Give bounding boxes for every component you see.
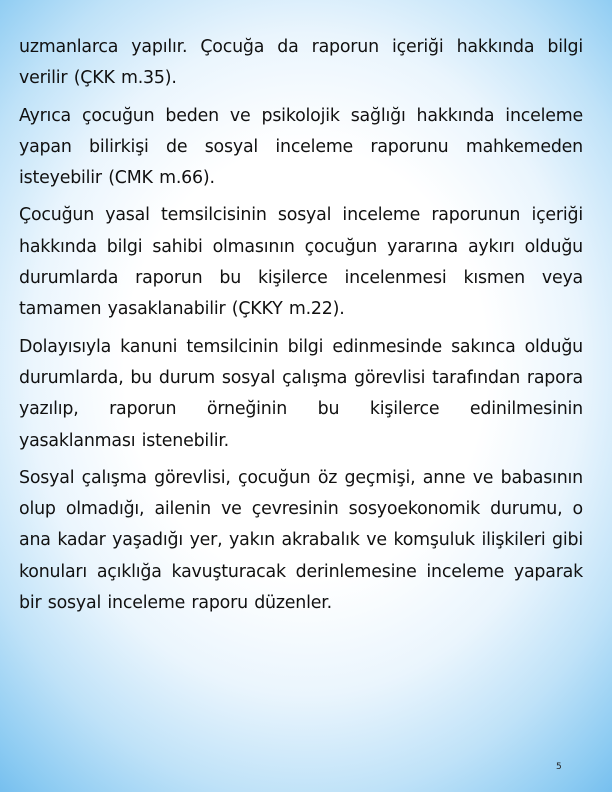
paragraph-report-info: uzmanlarca yapılır. Çocuğa da raporun içeriği hakkında bilgi verilir (ÇKK m.35). bbox=[19, 37, 583, 89]
paragraph-social-worker-report: Sosyal çalışma görevlisi, çocuğun öz geçmişi, anne ve babasının olup olmadığı, ailenin ve çevresinin sosyoekonomik durumu, o ana kadar yaşadığı yer, yakın akrabalık ve komşuluk ilişkileri gibi konuları açıklığa kavuşturacak derinlemesine inceleme yaparak bir sosyal inceleme raporu düzenler. bbox=[19, 467, 583, 614]
page-number: 5 bbox=[556, 762, 562, 772]
paragraph-expert-request: Ayrıca çocuğun beden ve psikolojik sağlığı hakkında inceleme yapan bilirkişi de sosyal inceleme raporunu mahkemeden isteyebilir (CMK m.66). bbox=[19, 105, 583, 189]
paragraph-guardian-restriction: Çocuğun yasal temsilcisinin sosyal inceleme raporunun içeriği hakkında bilgi sahibi olmasının çocuğun yararına aykırı olduğu durumlarda raporun bu kişilerce incelenmesi kısmen veya tamamen yasaklanabilir (ÇKKY m.22). bbox=[19, 205, 583, 320]
document-body bbox=[19, 32, 583, 772]
paragraph-consequence: Dolayısıyla kanuni temsilcinin bilgi edinmesinde sakınca olduğu durumlarda, bu durum sosyal çalışma görevlisi tarafından rapora yazılıp, raporun örneğinin bu kişilerce edinilmesinin yasaklanması istenebilir. bbox=[19, 336, 583, 451]
